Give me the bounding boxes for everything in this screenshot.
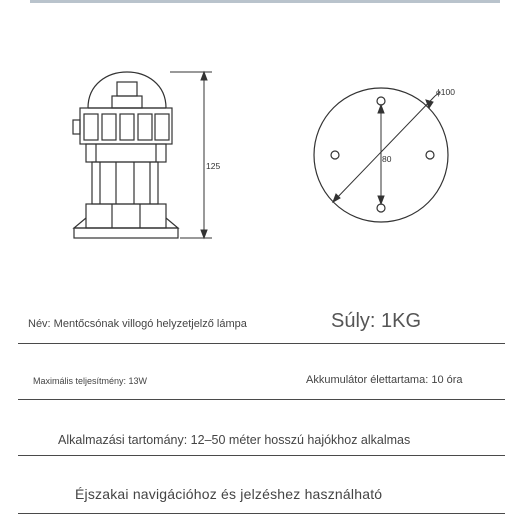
product-name: Név: Mentőcsónak villogó helyzetjelző lámpa — [28, 318, 247, 330]
diameter-label: ϕ100 — [436, 87, 455, 97]
application-range: Alkalmazási tartomány: 12–50 méter hosszú hajókhoz alkalmas — [58, 433, 411, 447]
height-dimension — [170, 72, 212, 238]
height-dimension-label: 125 — [206, 161, 221, 171]
divider — [18, 399, 505, 400]
divider — [18, 343, 505, 344]
lamp-side-view — [73, 72, 178, 238]
divider — [18, 513, 505, 514]
usage-description: Éjszakai navigációhoz és jelzéshez használható — [75, 486, 383, 502]
hole-spacing-label: 80 — [382, 154, 392, 164]
diameter-dimension — [333, 92, 440, 202]
battery-life: Akkumulátor élettartama: 10 óra — [306, 374, 463, 386]
divider — [18, 455, 505, 456]
product-weight: Súly: 1KG — [331, 310, 422, 332]
max-power: Maximális teljesítmény: 13W — [33, 376, 148, 386]
